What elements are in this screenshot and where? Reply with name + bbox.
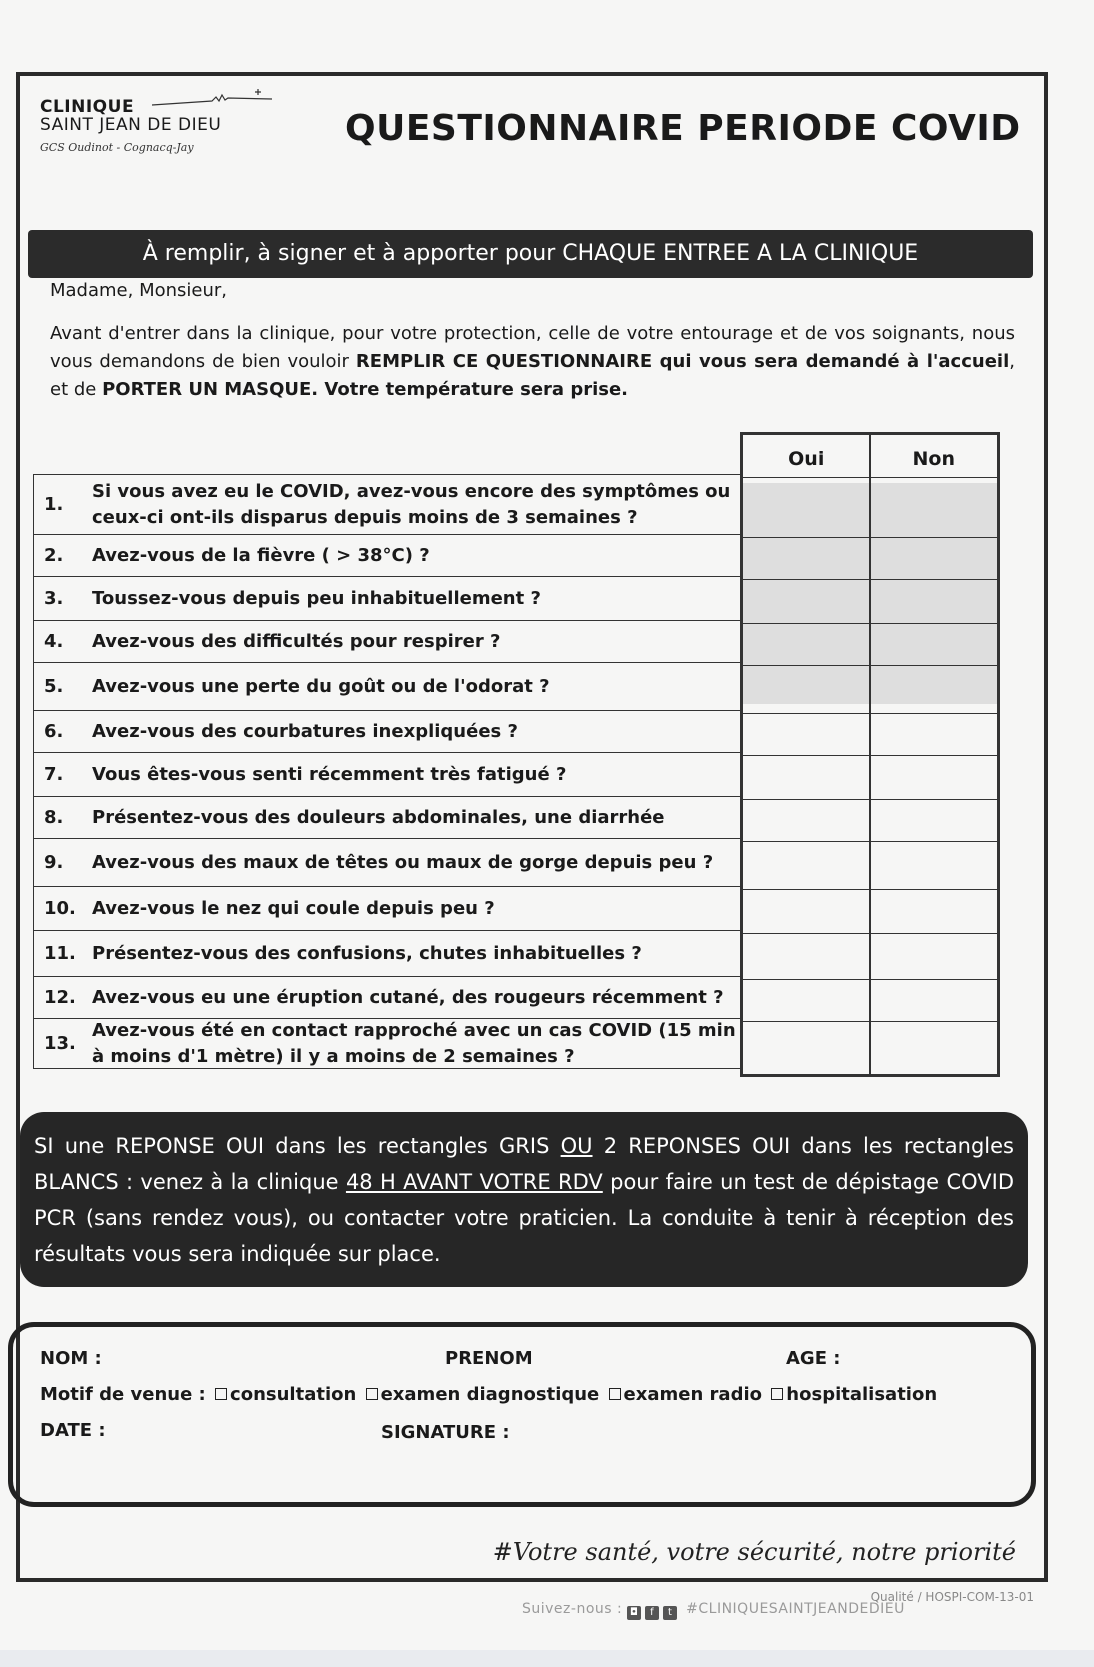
greeting: Madame, Monsieur, bbox=[50, 280, 228, 301]
question-text: Avez-vous des courbatures inexpliquées ? bbox=[92, 720, 518, 742]
answer-row-line bbox=[743, 889, 997, 890]
question-number: 8. bbox=[44, 807, 64, 828]
prenom-field[interactable]: PRENOM bbox=[445, 1348, 533, 1369]
question-row bbox=[33, 620, 743, 662]
notice-underline-1: OU bbox=[560, 1134, 593, 1158]
intro-text-1: Avant d'entrer dans la clinique, pour votre protection, celle de votre entourage et de vos soignants, nous vous demandons de bien vouloir bbox=[50, 323, 1015, 372]
facebook-icon[interactable]: f bbox=[645, 1606, 659, 1620]
age-field[interactable]: AGE : bbox=[786, 1348, 841, 1369]
intro-paragraph bbox=[50, 320, 1015, 404]
question-row bbox=[33, 474, 743, 534]
option-examen-diagnostique: examen diagnostique bbox=[380, 1384, 600, 1405]
question-number: 7. bbox=[44, 764, 64, 785]
notice-text-1: SI une REPONSE OUI dans les rectangles GRIS bbox=[34, 1134, 561, 1158]
covid-notice bbox=[20, 1112, 1028, 1287]
motif-row bbox=[40, 1384, 937, 1405]
logo-line-1: CLINIQUE bbox=[40, 97, 135, 117]
question-text: Avez-vous le nez qui coule depuis peu ? bbox=[92, 897, 495, 919]
social-footer bbox=[522, 1601, 905, 1620]
question-number: 5. bbox=[44, 676, 64, 697]
intro-bold-2: PORTER UN MASQUE. Votre température sera prise. bbox=[102, 379, 629, 400]
signature-field[interactable]: SIGNATURE : bbox=[381, 1422, 510, 1443]
question-number: 1. bbox=[44, 494, 64, 515]
page-title: QUESTIONNAIRE PERIODE COVID bbox=[345, 108, 1021, 149]
twitter-icon[interactable]: t bbox=[663, 1606, 677, 1620]
question-number: 3. bbox=[44, 588, 64, 609]
answer-row-line bbox=[743, 579, 997, 580]
intro-text-2: , et de bbox=[50, 351, 1015, 400]
question-row bbox=[33, 976, 743, 1018]
question-text: Avez-vous eu une éruption cutané, des rougeurs récemment ? bbox=[92, 986, 724, 1008]
option-hospitalisation: hospitalisation bbox=[786, 1384, 938, 1405]
question-number: 9. bbox=[44, 852, 64, 873]
question-text: Présentez-vous des confusions, chutes inhabituelles ? bbox=[92, 942, 642, 964]
question-number: 12. bbox=[44, 987, 76, 1008]
question-text: Avez-vous une perte du goût ou de l'odorat ? bbox=[92, 675, 550, 697]
checkbox-examen-diagnostique[interactable] bbox=[366, 1388, 378, 1400]
social-hashtag: #CLINIQUESAINTJEANDEDIEU bbox=[686, 1601, 905, 1617]
question-number: 6. bbox=[44, 721, 64, 742]
answer-row-line bbox=[743, 713, 997, 714]
question-text: Avez-vous de la fièvre ( > 38°C) ? bbox=[92, 544, 430, 566]
checkbox-hospitalisation[interactable] bbox=[771, 1388, 783, 1400]
question-row bbox=[33, 838, 743, 886]
notice-underline-2: 48 H AVANT VOTRE RDV bbox=[345, 1170, 603, 1194]
question-row bbox=[33, 534, 743, 576]
answer-row-line bbox=[743, 1021, 997, 1022]
column-non: Non bbox=[912, 448, 955, 470]
question-text: Vous êtes-vous senti récemment très fatigué ? bbox=[92, 763, 567, 785]
question-row bbox=[33, 752, 743, 796]
question-text: Avez-vous été en contact rapproché avec un cas COVID (15 min à moins d'1 mètre) il y a moins de 2 semaines ? bbox=[92, 1019, 736, 1067]
logo-skyline-icon bbox=[152, 87, 272, 109]
questions-bottom-rule bbox=[33, 1068, 743, 1069]
motif-label: Motif de venue : bbox=[40, 1384, 206, 1405]
question-text: Toussez-vous depuis peu inhabituellement ? bbox=[92, 587, 541, 609]
slogan: #Votre santé, votre sécurité, notre priorité bbox=[492, 1538, 1016, 1566]
question-row bbox=[33, 930, 743, 976]
question-row bbox=[33, 1018, 743, 1068]
answer-row-line bbox=[743, 933, 997, 934]
option-consultation: consultation bbox=[230, 1384, 357, 1405]
intro-bold-1: REMPLIR CE QUESTIONNAIRE qui vous sera demandé à l'accueil bbox=[355, 351, 1010, 372]
question-row bbox=[33, 710, 743, 752]
notice-text-2: 2 REPONSES OUI dans les rectangles BLANCS : venez à la clinique bbox=[34, 1134, 1014, 1194]
question-text: Présentez-vous des douleurs abdominales, une diarrhée bbox=[92, 806, 665, 828]
question-text: Avez-vous des maux de têtes ou maux de gorge depuis peu ? bbox=[92, 851, 714, 873]
logo-line-3: GCS Oudinot - Cognacq-Jay bbox=[40, 141, 194, 154]
question-number: 2. bbox=[44, 545, 64, 566]
question-row bbox=[33, 576, 743, 620]
question-row bbox=[33, 886, 743, 930]
answer-row-line bbox=[743, 979, 997, 980]
answer-row-line bbox=[743, 841, 997, 842]
answer-row-line bbox=[743, 799, 997, 800]
question-text: Avez-vous des difficultés pour respirer ? bbox=[92, 630, 501, 652]
checkbox-consultation[interactable] bbox=[215, 1388, 227, 1400]
logo-line-2: SAINT JEAN DE DIEU bbox=[40, 115, 222, 135]
question-row bbox=[33, 796, 743, 838]
nom-field[interactable]: NOM : bbox=[40, 1348, 102, 1369]
question-number: 11. bbox=[44, 943, 76, 964]
answer-row-line bbox=[743, 755, 997, 756]
answer-row-line bbox=[743, 537, 997, 538]
question-text: Si vous avez eu le COVID, avez-vous encore des symptômes ou ceux-ci ont-ils disparus depuis moins de 3 semaines ? bbox=[92, 480, 731, 528]
clinic-logo bbox=[40, 97, 280, 154]
answer-row-line bbox=[743, 477, 997, 478]
notice-text-3: pour faire un test de dépistage COVID PCR (sans rendez vous), ou contacter votre praticien. La conduite à tenir à réception des résultats vous sera indiquée sur place. bbox=[34, 1170, 1015, 1266]
question-number: 4. bbox=[44, 631, 64, 652]
question-number: 13. bbox=[44, 1033, 76, 1054]
follow-label: Suivez-nous : bbox=[522, 1601, 623, 1617]
date-field[interactable]: DATE : bbox=[40, 1420, 106, 1441]
instruction-banner: À remplir, à signer et à apporter pour CHAQUE ENTREE A LA CLINIQUE bbox=[28, 230, 1033, 278]
checkbox-examen-radio[interactable] bbox=[609, 1388, 621, 1400]
question-row bbox=[33, 662, 743, 710]
quality-code: Qualité / HOSPI-COM-13-01 bbox=[870, 1590, 1034, 1604]
answer-row-line bbox=[743, 665, 997, 666]
question-number: 10. bbox=[44, 898, 76, 919]
answer-grid bbox=[740, 432, 1000, 1077]
answer-row-line bbox=[743, 623, 997, 624]
option-examen-radio: examen radio bbox=[623, 1384, 763, 1405]
instagram-icon[interactable]: ◘ bbox=[627, 1606, 641, 1620]
column-oui: Oui bbox=[743, 435, 871, 483]
